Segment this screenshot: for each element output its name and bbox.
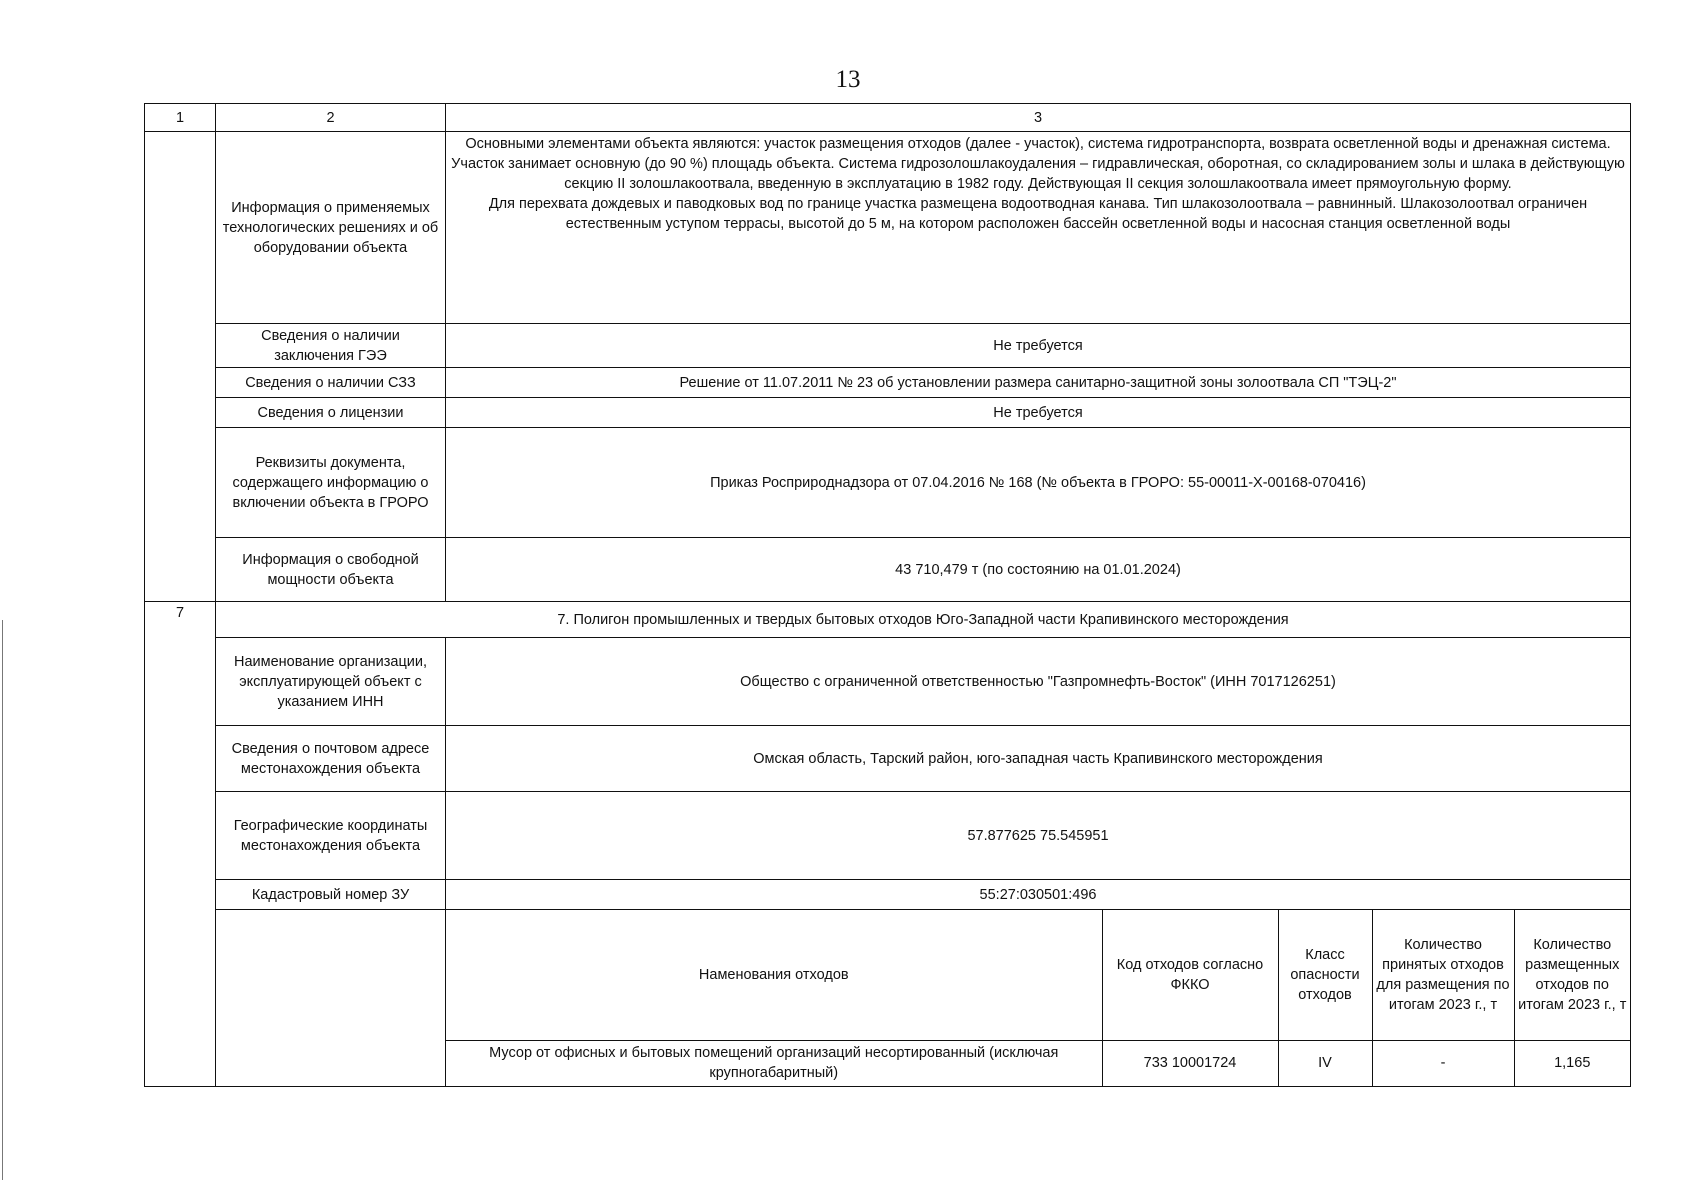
waste-header-accepted: Количество принятых отходов для размещения по итогам 2023 г., т	[1372, 910, 1514, 1040]
header-col-3: 3	[446, 104, 1631, 132]
registry-table	[144, 103, 1631, 1087]
waste-header-row	[446, 910, 1630, 1040]
tech-paragraph-3: Для перехвата дождевых и паводковых вод по границе участка размещена водоотводная канава. Тип шлакозолоотвала – равнинный. Шлакозолоотвал ограничен естественным уступом террасы, высотой до 5 м, на котором расположен бассейн осветленной воды и насосная станция осветленной воды	[488, 196, 1588, 232]
szz-value: Решение от 11.07.2011 № 23 об установлении размера санитарно-защитной зоны золоотвала СП "ТЭЦ-2"	[446, 368, 1631, 398]
license-label: Сведения о лицензии	[216, 398, 446, 428]
tech-label: Информация о применяемых технологических решениях и об оборудовании объекта	[216, 132, 446, 324]
cadastre-label: Кадастровый номер ЗУ	[216, 880, 446, 910]
tech-value	[446, 132, 1631, 324]
row-address	[145, 726, 1631, 792]
waste-code: 733 10001724	[1102, 1040, 1278, 1086]
coords-label: Географические координаты местонахождения объекта	[216, 792, 446, 880]
row-szz	[145, 368, 1631, 398]
org-label: Наименование организации, эксплуатирующей объект с указанием ИНН	[216, 638, 446, 726]
waste-label-empty	[216, 910, 446, 1087]
row-coords	[145, 792, 1631, 880]
tech-paragraph-2: Участок занимает основную (до 90 %) площадь объекта. Система гидрозолошлакоудаления – гидравлическая, оборотная, со складированием золы и шлака в действующую секцию II золошлакоотвала, введенную в эксплуатацию в 1982 году. Действующая II секция золошлакоотвала имеет прямоугольную форму.	[451, 156, 1625, 192]
row-cadastre	[145, 880, 1631, 910]
row-gee	[145, 324, 1631, 368]
header-col-2: 2	[216, 104, 446, 132]
section7-title: 7. Полигон промышленных и твердых бытовых отходов Юго-Западной части Крапивинского месторождения	[216, 602, 1631, 638]
page-number: 13	[835, 66, 861, 93]
groro-label: Реквизиты документа, содержащего информацию о включении объекта в ГРОРО	[216, 428, 446, 538]
waste-header-class: Класс опасности отходов	[1278, 910, 1372, 1040]
row-waste	[145, 910, 1631, 1087]
cadastre-value: 55:27:030501:496	[446, 880, 1631, 910]
row-section7-title	[145, 602, 1631, 638]
org-value: Общество с ограниченной ответственностью "Газпромнефть-Восток" (ИНН 7017126251)	[446, 638, 1631, 726]
capacity-value: 43 710,479 т (по состоянию на 01.01.2024)	[446, 538, 1631, 602]
object-number: 7	[145, 602, 216, 1087]
szz-label: Сведения о наличии СЗЗ	[216, 368, 446, 398]
address-value: Омская область, Тарский район, юго-западная часть Крапивинского месторождения	[446, 726, 1631, 792]
groro-value: Приказ Росприроднадзора от 07.04.2016 № 168 (№ объекта в ГРОРО: 55-00011-Х-00168-070416)	[446, 428, 1631, 538]
row-org	[145, 638, 1631, 726]
waste-placed: 1,165	[1514, 1040, 1630, 1086]
waste-class: IV	[1278, 1040, 1372, 1086]
gee-label: Сведения о наличии заключения ГЭЭ	[216, 324, 446, 368]
header-row	[145, 104, 1631, 132]
waste-header-placed: Количество размещенных отходов по итогам 2023 г., т	[1514, 910, 1630, 1040]
waste-accepted: -	[1372, 1040, 1514, 1086]
license-value: Не требуется	[446, 398, 1631, 428]
waste-header-name: Наменования отходов	[446, 910, 1102, 1040]
waste-table	[446, 910, 1630, 1086]
coords-value: 57.877625 75.545951	[446, 792, 1631, 880]
waste-row	[446, 1040, 1630, 1086]
header-col-1: 1	[145, 104, 216, 132]
address-label: Сведения о почтовом адресе местонахождения объекта	[216, 726, 446, 792]
row-license	[145, 398, 1631, 428]
row-groro	[145, 428, 1631, 538]
row-tech-solutions	[145, 132, 1631, 324]
gee-value: Не требуется	[446, 324, 1631, 368]
row-capacity	[145, 538, 1631, 602]
waste-name: Мусор от офисных и бытовых помещений организаций несортированный (исключая крупногабаритный)	[446, 1040, 1102, 1086]
tech-paragraph-1: Основными элементами объекта являются: участок размещения отходов (далее - участок), система гидротранспорта, возврата осветленной воды и дренажная система.	[465, 136, 1611, 152]
waste-table-holder	[446, 910, 1631, 1087]
capacity-label: Информация о свободной мощности объекта	[216, 538, 446, 602]
prev-object-number-cell	[145, 132, 216, 602]
scan-edge-line	[2, 620, 3, 1180]
waste-header-code: Код отходов согласно ФККО	[1102, 910, 1278, 1040]
